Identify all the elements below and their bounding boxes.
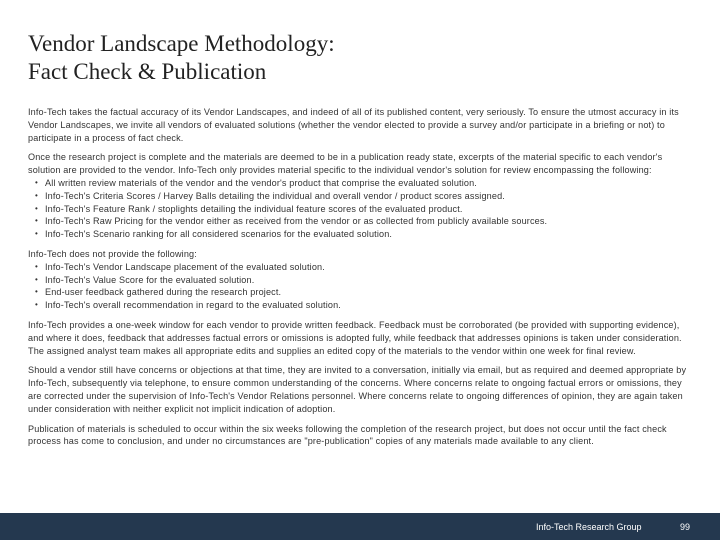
bullet-icon: •	[35, 287, 38, 297]
slide-title-line-2: Fact Check & Publication	[28, 59, 267, 84]
list-item	[28, 228, 692, 241]
bullet-icon: •	[35, 203, 38, 213]
list-item-text: Info-Tech's Scenario ranking for all considered scenarios for the evaluated solution.	[45, 229, 393, 240]
list-item	[28, 203, 692, 216]
slide-title-line-1: Vendor Landscape Methodology:	[28, 31, 335, 56]
bullet-icon: •	[35, 229, 38, 239]
paragraph-feedback-window: Info-Tech provides a one-week window for each vendor to provide written feedback. Feedback must be corroborated (be provided with supporting evidence), and where it does, feedback that addresses factual errors or omissions is adopted fully, while feedback that addresses opinions is taken under consideration. The assigned analyst team makes all appropriate edits and supplies an edited copy of the materials to the vendor within one week for final review.	[28, 319, 682, 356]
bullet-icon: •	[35, 177, 38, 187]
bullet-icon: •	[35, 190, 38, 200]
paragraph-provided-materials	[28, 151, 692, 241]
slide-body	[28, 106, 692, 455]
bullet-icon: •	[35, 274, 38, 284]
slide-title	[28, 30, 688, 86]
list-item-text: All written review materials of the vendor and the vendor's product that comprise the evaluated solution.	[45, 177, 477, 188]
page-number: 99	[680, 522, 691, 532]
list-item	[28, 299, 692, 312]
not-provided-intro: Info-Tech does not provide the following:	[28, 248, 197, 259]
paragraph-accuracy: Info-Tech takes the factual accuracy of its Vendor Landscapes, and indeed of all of its published content, very seriously. To ensure the utmost accuracy in its Vendor Landscapes, we invite all vendors of evaluated solutions (whether the vendor elected to provide a survey and/or participate in a briefing or not) to participate in a process of fact check.	[28, 107, 679, 143]
list-item-text: Info-Tech's Criteria Scores / Harvey Balls detailing the individual and overall vendor / product scores assigned.	[45, 190, 505, 201]
list-item	[28, 215, 692, 228]
list-item-text: Info-Tech's overall recommendation in regard to the evaluated solution.	[45, 300, 341, 311]
paragraph-not-provided	[28, 248, 692, 312]
list-item-text: Info-Tech's Vendor Landscape placement of the evaluated solution.	[45, 261, 325, 272]
list-item	[28, 274, 692, 287]
bullet-icon: •	[35, 216, 38, 226]
list-item-text: Info-Tech's Raw Pricing for the vendor either as received from the vendor or as collected from publicly available sources.	[45, 216, 548, 227]
footer-brand: Info-Tech Research Group	[536, 522, 642, 532]
not-provided-list	[28, 261, 692, 312]
list-item	[28, 261, 692, 274]
list-item	[28, 190, 692, 203]
list-item	[28, 286, 692, 299]
paragraph-publication: Publication of materials is scheduled to occur within the six weeks following the completion of the research project, but does not occur until the fact check process has come to conclusion, and under no circumstances are "pre-publication" copies of any materials made available to any client.	[28, 423, 667, 447]
bullet-icon: •	[35, 300, 38, 310]
list-item-text: Info-Tech's Value Score for the evaluated solution.	[45, 274, 255, 285]
paragraph-concerns: Should a vendor still have concerns or objections at that time, they are invited to a conversation, initially via email, but as required and deemed appropriate by Info-Tech, subsequently via telephone, to ensure common understanding of the concerns. Where concerns relate to ongoing factual errors or omissions, they are corrected under the supervision of Info-Tech's Vendor Relations personnel. Where concerns relate to ongoing differences of opinion, they are again taken under consideration with neither explicit not implicit indication of adoption.	[28, 365, 687, 414]
bullet-icon: •	[35, 261, 38, 271]
list-item-text: End-user feedback gathered during the research project.	[45, 287, 282, 298]
list-item	[28, 177, 692, 190]
list-item-text: Info-Tech's Feature Rank / stoplights detailing the individual feature scores of the evaluated product.	[45, 203, 463, 214]
footer-bar	[0, 513, 720, 540]
provided-materials-intro: Once the research project is complete and the materials are deemed to be in a publication ready state, excerpts of the material specific to each vendor's solution are provided to the vendor. Info-Tech only provides material specific to the individual vendor's solution for review encompassing the following:	[28, 152, 663, 176]
provided-materials-list	[28, 177, 692, 241]
